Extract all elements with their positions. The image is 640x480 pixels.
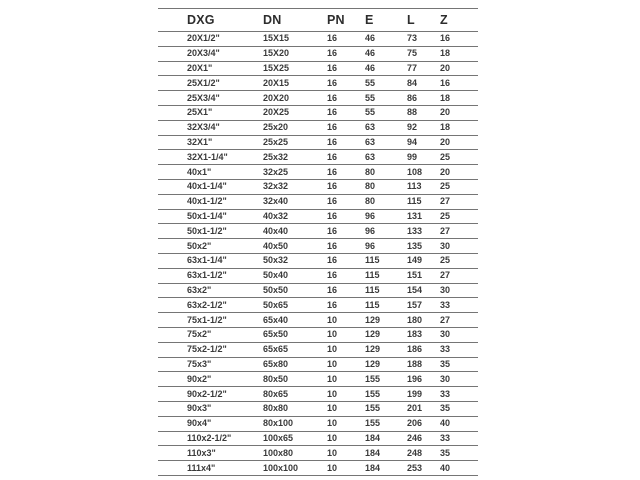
cell-l: 186 [407, 342, 440, 357]
cell-pn: 16 [327, 239, 365, 254]
cell-dn: 15X20 [263, 46, 327, 61]
cell-l: 92 [407, 120, 440, 135]
cell-dxg: 40x1" [158, 165, 263, 180]
cell-e: 115 [365, 253, 407, 268]
cell-pn: 16 [327, 209, 365, 224]
cell-l: 94 [407, 135, 440, 150]
cell-dxg: 63x1-1/2" [158, 268, 263, 283]
cell-dxg: 63x1-1/4" [158, 253, 263, 268]
cell-z: 16 [440, 76, 478, 91]
cell-dn: 15X25 [263, 61, 327, 76]
cell-dxg: 20X1" [158, 61, 263, 76]
cell-l: 84 [407, 76, 440, 91]
cell-dxg: 50x2" [158, 239, 263, 254]
cell-e: 115 [365, 283, 407, 298]
cell-e: 155 [365, 387, 407, 402]
column-header-dn: DN [263, 9, 327, 32]
cell-l: 196 [407, 372, 440, 387]
cell-pn: 10 [327, 313, 365, 328]
table-row [158, 327, 478, 342]
cell-pn: 10 [327, 401, 365, 416]
cell-pn: 16 [327, 298, 365, 313]
cell-pn: 10 [327, 431, 365, 446]
cell-l: 75 [407, 46, 440, 61]
cell-e: 129 [365, 327, 407, 342]
table-row [158, 239, 478, 254]
cell-pn: 16 [327, 224, 365, 239]
cell-pn: 16 [327, 32, 365, 47]
cell-dxg: 75x1-1/2" [158, 313, 263, 328]
cell-l: 135 [407, 239, 440, 254]
cell-dxg: 90x3" [158, 401, 263, 416]
cell-z: 30 [440, 283, 478, 298]
cell-dn: 50x65 [263, 298, 327, 313]
cell-dxg: 63x2-1/2" [158, 298, 263, 313]
cell-dn: 40x40 [263, 224, 327, 239]
table-row [158, 105, 478, 120]
cell-l: 151 [407, 268, 440, 283]
cell-pn: 16 [327, 283, 365, 298]
cell-l: 246 [407, 431, 440, 446]
cell-l: 86 [407, 91, 440, 106]
cell-dn: 100x65 [263, 431, 327, 446]
cell-z: 33 [440, 431, 478, 446]
cell-dn: 32x25 [263, 165, 327, 180]
cell-z: 27 [440, 224, 478, 239]
cell-l: 253 [407, 461, 440, 476]
cell-pn: 16 [327, 268, 365, 283]
table-row [158, 431, 478, 446]
cell-l: 201 [407, 401, 440, 416]
cell-z: 18 [440, 120, 478, 135]
cell-z: 25 [440, 150, 478, 165]
table-row [158, 416, 478, 431]
cell-pn: 16 [327, 253, 365, 268]
cell-l: 188 [407, 357, 440, 372]
cell-e: 63 [365, 150, 407, 165]
cell-l: 88 [407, 105, 440, 120]
cell-e: 155 [365, 416, 407, 431]
cell-dxg: 111x4" [158, 461, 263, 476]
cell-z: 20 [440, 105, 478, 120]
table-row [158, 32, 478, 47]
cell-dxg: 90x4" [158, 416, 263, 431]
cell-dxg: 90x2-1/2" [158, 387, 263, 402]
cell-e: 155 [365, 372, 407, 387]
cell-z: 30 [440, 327, 478, 342]
cell-e: 115 [365, 268, 407, 283]
table-row [158, 446, 478, 461]
cell-z: 18 [440, 46, 478, 61]
column-header-z: Z [440, 9, 478, 32]
table-row [158, 76, 478, 91]
column-header-dxg: DXG [158, 9, 263, 32]
cell-dxg: 110x2-1/2" [158, 431, 263, 446]
cell-dn: 25x32 [263, 150, 327, 165]
cell-e: 46 [365, 32, 407, 47]
cell-dn: 15X15 [263, 32, 327, 47]
cell-pn: 10 [327, 416, 365, 431]
cell-z: 20 [440, 135, 478, 150]
cell-l: 113 [407, 179, 440, 194]
cell-e: 63 [365, 120, 407, 135]
table-row [158, 357, 478, 372]
cell-z: 33 [440, 342, 478, 357]
cell-l: 99 [407, 150, 440, 165]
cell-dxg: 20X1/2" [158, 32, 263, 47]
table-row [158, 342, 478, 357]
cell-pn: 10 [327, 357, 365, 372]
table-row [158, 268, 478, 283]
pipe-fitting-spec-table [158, 8, 478, 476]
cell-dxg: 40x1-1/4" [158, 179, 263, 194]
cell-z: 20 [440, 61, 478, 76]
cell-z: 20 [440, 165, 478, 180]
cell-dxg: 110x3" [158, 446, 263, 461]
cell-pn: 16 [327, 105, 365, 120]
cell-e: 55 [365, 91, 407, 106]
cell-z: 27 [440, 194, 478, 209]
cell-l: 157 [407, 298, 440, 313]
cell-pn: 16 [327, 61, 365, 76]
cell-l: 154 [407, 283, 440, 298]
cell-pn: 16 [327, 150, 365, 165]
header-row [158, 9, 478, 32]
cell-z: 27 [440, 313, 478, 328]
cell-e: 129 [365, 313, 407, 328]
cell-dxg: 32X1" [158, 135, 263, 150]
cell-z: 30 [440, 372, 478, 387]
cell-l: 115 [407, 194, 440, 209]
cell-dxg: 90x2" [158, 372, 263, 387]
cell-dn: 50x32 [263, 253, 327, 268]
cell-e: 115 [365, 298, 407, 313]
cell-l: 131 [407, 209, 440, 224]
cell-dxg: 25X1/2" [158, 76, 263, 91]
cell-dn: 100x100 [263, 461, 327, 476]
cell-e: 80 [365, 165, 407, 180]
cell-z: 35 [440, 401, 478, 416]
table-row [158, 461, 478, 476]
cell-dxg: 63x2" [158, 283, 263, 298]
cell-pn: 16 [327, 194, 365, 209]
cell-z: 33 [440, 298, 478, 313]
cell-dn: 65x80 [263, 357, 327, 372]
cell-dn: 32x40 [263, 194, 327, 209]
cell-pn: 16 [327, 135, 365, 150]
cell-dn: 25x25 [263, 135, 327, 150]
table-row [158, 224, 478, 239]
cell-e: 63 [365, 135, 407, 150]
cell-l: 149 [407, 253, 440, 268]
cell-e: 96 [365, 224, 407, 239]
cell-l: 73 [407, 32, 440, 47]
cell-e: 184 [365, 461, 407, 476]
table-row [158, 179, 478, 194]
cell-dn: 80x80 [263, 401, 327, 416]
cell-dxg: 20X3/4" [158, 46, 263, 61]
table-row [158, 387, 478, 402]
cell-z: 40 [440, 416, 478, 431]
table-row [158, 253, 478, 268]
cell-pn: 16 [327, 76, 365, 91]
cell-dxg: 50x1-1/2" [158, 224, 263, 239]
table-body [158, 32, 478, 476]
cell-l: 77 [407, 61, 440, 76]
cell-pn: 10 [327, 461, 365, 476]
cell-dxg: 32X3/4" [158, 120, 263, 135]
cell-dn: 80x100 [263, 416, 327, 431]
cell-pn: 16 [327, 120, 365, 135]
cell-z: 35 [440, 357, 478, 372]
cell-dn: 40x32 [263, 209, 327, 224]
cell-l: 180 [407, 313, 440, 328]
cell-dn: 65x65 [263, 342, 327, 357]
cell-pn: 16 [327, 179, 365, 194]
cell-l: 206 [407, 416, 440, 431]
cell-dn: 80x65 [263, 387, 327, 402]
column-header-pn: PN [327, 9, 365, 32]
cell-e: 129 [365, 342, 407, 357]
cell-dn: 40x50 [263, 239, 327, 254]
cell-pn: 16 [327, 165, 365, 180]
cell-e: 96 [365, 209, 407, 224]
cell-l: 248 [407, 446, 440, 461]
cell-z: 16 [440, 32, 478, 47]
table-row [158, 283, 478, 298]
cell-pn: 10 [327, 387, 365, 402]
table-row [158, 194, 478, 209]
cell-dxg: 40x1-1/2" [158, 194, 263, 209]
cell-dn: 50x40 [263, 268, 327, 283]
cell-l: 133 [407, 224, 440, 239]
cell-e: 46 [365, 61, 407, 76]
cell-dn: 100x80 [263, 446, 327, 461]
table-row [158, 372, 478, 387]
cell-dxg: 32X1-1/4" [158, 150, 263, 165]
cell-dn: 25x20 [263, 120, 327, 135]
cell-dn: 65x40 [263, 313, 327, 328]
table-row [158, 46, 478, 61]
table-row [158, 150, 478, 165]
cell-dxg: 25X3/4" [158, 91, 263, 106]
cell-dn: 20X15 [263, 76, 327, 91]
cell-dn: 20X25 [263, 105, 327, 120]
cell-l: 183 [407, 327, 440, 342]
cell-z: 25 [440, 253, 478, 268]
cell-pn: 10 [327, 372, 365, 387]
table-row [158, 298, 478, 313]
cell-dxg: 75x2-1/2" [158, 342, 263, 357]
table-row [158, 61, 478, 76]
cell-pn: 16 [327, 91, 365, 106]
cell-e: 55 [365, 76, 407, 91]
cell-e: 80 [365, 194, 407, 209]
cell-z: 35 [440, 446, 478, 461]
cell-pn: 16 [327, 46, 365, 61]
table-row [158, 401, 478, 416]
column-header-l: L [407, 9, 440, 32]
cell-dn: 20X20 [263, 91, 327, 106]
cell-z: 27 [440, 268, 478, 283]
cell-dn: 50x50 [263, 283, 327, 298]
cell-z: 30 [440, 239, 478, 254]
cell-pn: 10 [327, 327, 365, 342]
cell-z: 33 [440, 387, 478, 402]
cell-e: 184 [365, 431, 407, 446]
cell-z: 25 [440, 209, 478, 224]
cell-e: 80 [365, 179, 407, 194]
cell-dn: 32x32 [263, 179, 327, 194]
table-row [158, 91, 478, 106]
cell-e: 96 [365, 239, 407, 254]
table-row [158, 120, 478, 135]
cell-e: 184 [365, 446, 407, 461]
cell-dxg: 50x1-1/4" [158, 209, 263, 224]
cell-pn: 10 [327, 342, 365, 357]
cell-dxg: 75x2" [158, 327, 263, 342]
cell-dn: 80x50 [263, 372, 327, 387]
table-row [158, 209, 478, 224]
cell-e: 155 [365, 401, 407, 416]
table-row [158, 165, 478, 180]
cell-l: 108 [407, 165, 440, 180]
cell-e: 46 [365, 46, 407, 61]
cell-e: 129 [365, 357, 407, 372]
column-header-e: E [365, 9, 407, 32]
cell-e: 55 [365, 105, 407, 120]
cell-z: 25 [440, 179, 478, 194]
cell-z: 40 [440, 461, 478, 476]
cell-z: 18 [440, 91, 478, 106]
table-row [158, 135, 478, 150]
cell-l: 199 [407, 387, 440, 402]
cell-pn: 10 [327, 446, 365, 461]
table-row [158, 313, 478, 328]
cell-dxg: 75x3" [158, 357, 263, 372]
cell-dn: 65x50 [263, 327, 327, 342]
cell-dxg: 25X1" [158, 105, 263, 120]
